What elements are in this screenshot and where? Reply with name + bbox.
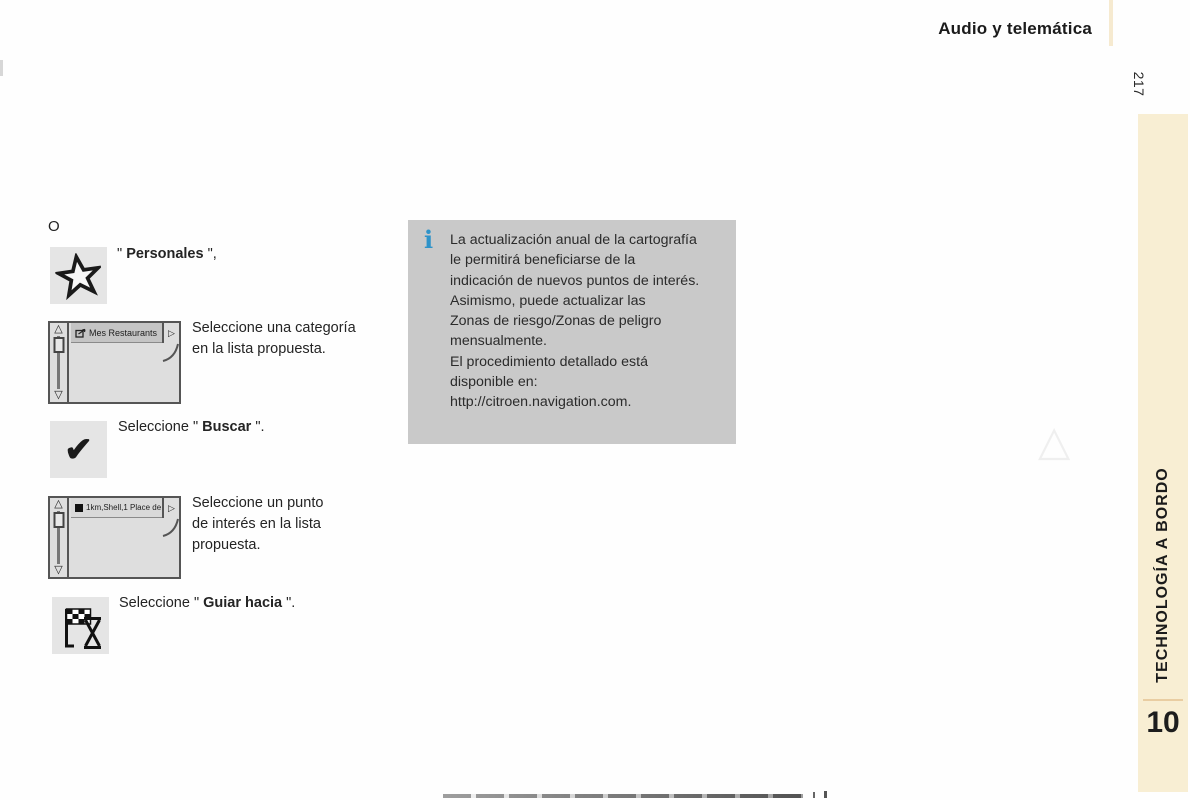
poi-list-icon bbox=[48, 496, 181, 579]
info-icon: i bbox=[424, 225, 434, 254]
star-glyph bbox=[53, 250, 105, 302]
section-band-label: TECHNOLOGÍA A BORDO bbox=[1154, 467, 1171, 683]
next-arrow-icon: ▷ bbox=[162, 323, 179, 343]
flag-hourglass-glyph bbox=[58, 602, 104, 650]
buscar-post: ". bbox=[251, 419, 265, 435]
poi-line2: de interés en la lista bbox=[192, 516, 321, 532]
info-line: Asimismo, puede actualizar las bbox=[450, 292, 646, 309]
buscar-bold: Buscar bbox=[202, 419, 252, 435]
page-number: 217 bbox=[1131, 71, 1147, 97]
guiar-pre: Seleccione " bbox=[119, 595, 204, 611]
scan-artifact-edge bbox=[0, 60, 3, 76]
scroll-track bbox=[57, 336, 60, 389]
info-line: mensualmente. bbox=[450, 333, 547, 350]
info-box bbox=[408, 220, 736, 444]
guide-to-flag-icon bbox=[52, 597, 109, 654]
page-curl bbox=[162, 518, 179, 538]
scrollbar bbox=[50, 323, 69, 402]
info-line: indicación de nuevos puntos de interés. bbox=[450, 272, 700, 289]
info-line: La actualización anual de la cartografía bbox=[450, 232, 697, 248]
list-header-label: Mes Restaurants bbox=[89, 327, 158, 338]
scrollbar bbox=[50, 498, 69, 577]
scroll-down-icon: ▽ bbox=[54, 564, 63, 576]
step-personales-label bbox=[117, 244, 217, 265]
quote-open: " bbox=[117, 246, 127, 262]
poi-marker-icon bbox=[75, 504, 83, 512]
step-category-label bbox=[192, 318, 356, 360]
scan-artifact-tick bbox=[813, 792, 815, 798]
chapter-number: 10 bbox=[1146, 706, 1180, 739]
scroll-up-icon: △ bbox=[54, 498, 63, 510]
info-line: le permitirá beneficiarse de la bbox=[450, 252, 636, 269]
list-header-label: 1km,Shell,1 Place de bbox=[86, 503, 162, 512]
step-guiar-label bbox=[119, 593, 295, 614]
page-title: Audio y telemática bbox=[938, 19, 1092, 38]
page-curl bbox=[162, 343, 179, 363]
step-poi-label bbox=[192, 493, 323, 556]
info-line: Zonas de riesgo/Zonas de peligro bbox=[450, 313, 662, 330]
category-select-icon bbox=[75, 328, 86, 338]
favourites-star-icon bbox=[50, 247, 107, 304]
scroll-thumb bbox=[53, 337, 64, 353]
category-line1: Seleccione una categoría bbox=[192, 320, 356, 336]
scan-artifact-bar bbox=[443, 794, 803, 798]
scroll-thumb bbox=[53, 512, 64, 528]
poi-line3: propuesta. bbox=[192, 537, 261, 553]
info-line: http://citroen.navigation.com. bbox=[450, 394, 632, 411]
scan-artifact-tick bbox=[824, 791, 827, 798]
band-top-line bbox=[1109, 0, 1113, 46]
buscar-pre: Seleccione " bbox=[118, 419, 203, 435]
or-label: O bbox=[48, 218, 60, 235]
scroll-track bbox=[57, 511, 60, 564]
category-list-icon bbox=[48, 321, 181, 404]
step-buscar-label bbox=[118, 417, 265, 438]
check-glyph: ✔ bbox=[64, 430, 93, 469]
guiar-bold: Guiar hacia bbox=[203, 595, 283, 611]
guiar-post: ". bbox=[282, 595, 296, 611]
personales-bold: Personales bbox=[126, 246, 204, 262]
quote-close: ", bbox=[203, 246, 217, 262]
scroll-down-icon: ▽ bbox=[54, 389, 63, 401]
list-header bbox=[71, 498, 162, 518]
section-band bbox=[1138, 114, 1188, 792]
info-line: El procedimiento detallado está bbox=[450, 353, 648, 370]
bleed-through-triangle-icon: △ bbox=[1038, 417, 1071, 464]
confirm-check-icon bbox=[50, 421, 107, 478]
poi-line1: Seleccione un punto bbox=[192, 495, 324, 511]
info-text bbox=[450, 230, 730, 413]
list-header bbox=[71, 323, 162, 343]
next-arrow-icon: ▷ bbox=[162, 498, 179, 518]
info-line: disponible en: bbox=[450, 374, 538, 391]
category-line2: en la lista propuesta. bbox=[192, 341, 326, 357]
scroll-up-icon: △ bbox=[54, 323, 63, 335]
band-divider bbox=[1143, 699, 1183, 701]
